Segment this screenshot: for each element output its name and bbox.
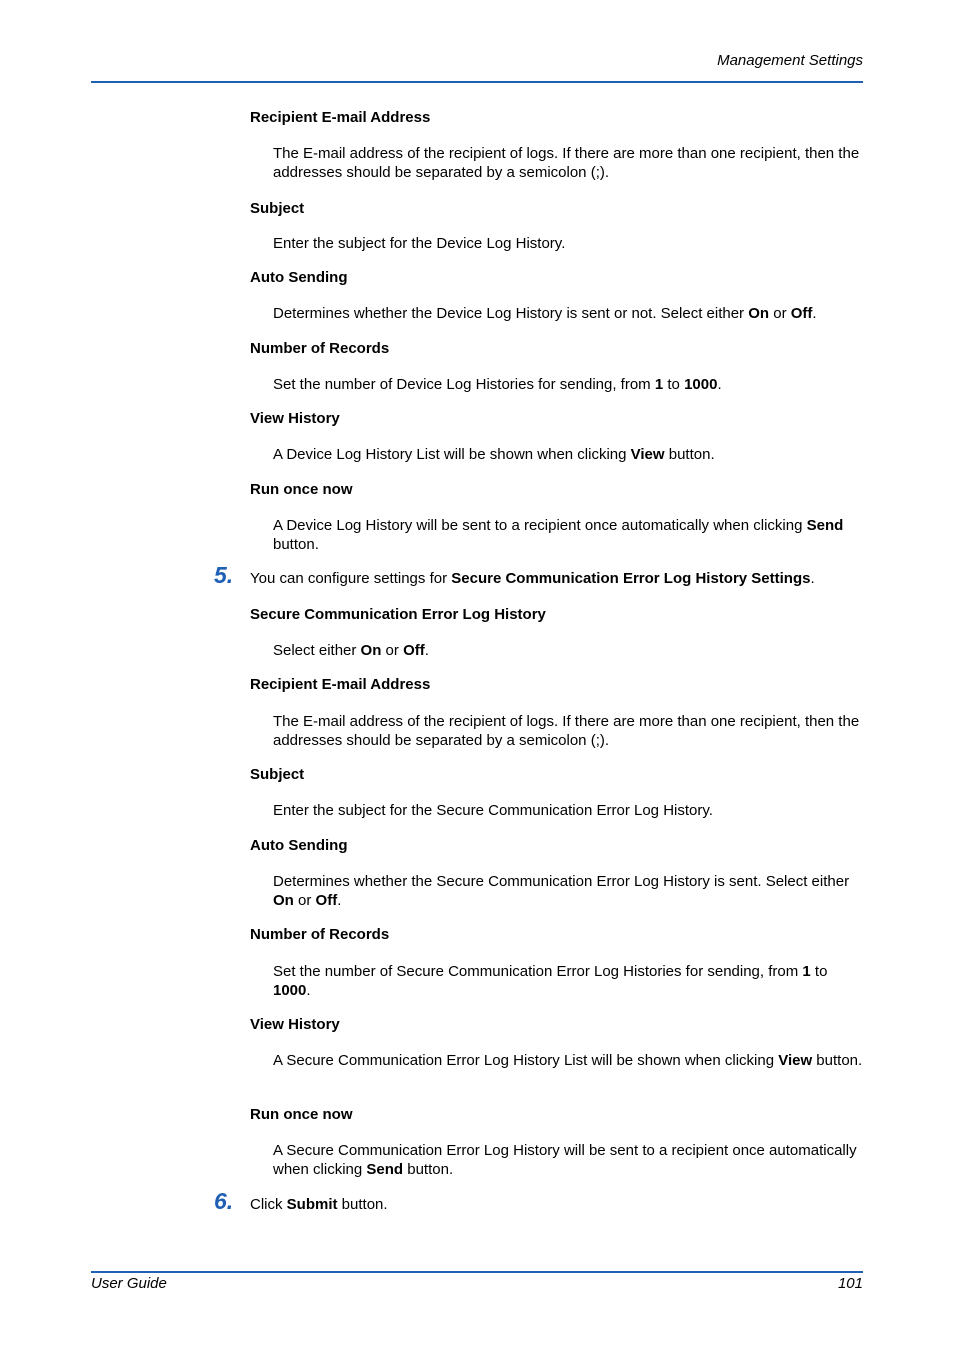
term-number-of-records-2: Number of Records: [250, 926, 390, 943]
term-auto-sending: Auto Sending: [250, 269, 348, 286]
desc-subject: Enter the subject for the Device Log History.: [273, 235, 566, 252]
footer-rule: [91, 1271, 863, 1273]
term-view-history-2: View History: [250, 1016, 340, 1033]
desc-number-of-records-2: Set the number of Secure Communication Error Log Histories for sending, from 1 to 1000.: [273, 963, 828, 999]
page-number: 101: [837, 1275, 863, 1292]
desc-auto-sending-2: Determines whether the Secure Communication Error Log History is sent. Select either On or Off.: [273, 873, 850, 909]
desc-auto-sending: Determines whether the Device Log History is sent or not. Select either On or Off.: [273, 305, 817, 322]
term-number-of-records: Number of Records: [250, 340, 390, 357]
term-recipient-email-2: Recipient E-mail Address: [250, 676, 431, 693]
desc-run-once-now-2: A Secure Communication Error Log History will be sent to a recipient once automatically when clicking Send button.: [273, 1142, 857, 1178]
desc-view-history-2: A Secure Communication Error Log History List will be shown when clicking View button.: [273, 1052, 863, 1069]
term-subject: Subject: [250, 200, 305, 217]
desc-number-of-records: Set the number of Device Log Histories for sending, from 1 to 1000.: [273, 376, 722, 393]
desc-view-history: A Device Log History List will be shown when clicking View button.: [273, 446, 715, 463]
term-view-history: View History: [250, 410, 340, 427]
step-6-text: Click Submit button.: [250, 1196, 388, 1213]
page-header-title: Management Settings: [717, 52, 863, 69]
term-auto-sending-2: Auto Sending: [250, 837, 348, 854]
term-recipient-email: Recipient E-mail Address: [250, 109, 431, 126]
desc-recipient-email: The E-mail address of the recipient of logs. If there are more than one recipient, then the addresses should be separated by a semicolon (;).: [273, 145, 860, 181]
term-run-once-now-2: Run once now: [250, 1106, 353, 1123]
term-secure-comm-log-history: Secure Communication Error Log History: [250, 606, 546, 623]
desc-recipient-email-2: The E-mail address of the recipient of logs. If there are more than one recipient, then the addresses should be separated by a semicolon (;).: [273, 713, 860, 749]
step-5-text: You can configure settings for Secure Communication Error Log History Settings.: [250, 570, 815, 587]
step-number-5: 5.: [214, 562, 234, 588]
term-subject-2: Subject: [250, 766, 305, 783]
step-number-6: 6.: [214, 1188, 234, 1214]
desc-run-once-now: A Device Log History will be sent to a recipient once automatically when clicking Send button.: [273, 517, 844, 553]
header-rule: [91, 81, 863, 83]
footer-guide-title: User Guide: [91, 1275, 167, 1292]
desc-secure-comm-log-history: Select either On or Off.: [273, 642, 429, 659]
desc-subject-2: Enter the subject for the Secure Communication Error Log History.: [273, 802, 713, 819]
term-run-once-now: Run once now: [250, 481, 353, 498]
